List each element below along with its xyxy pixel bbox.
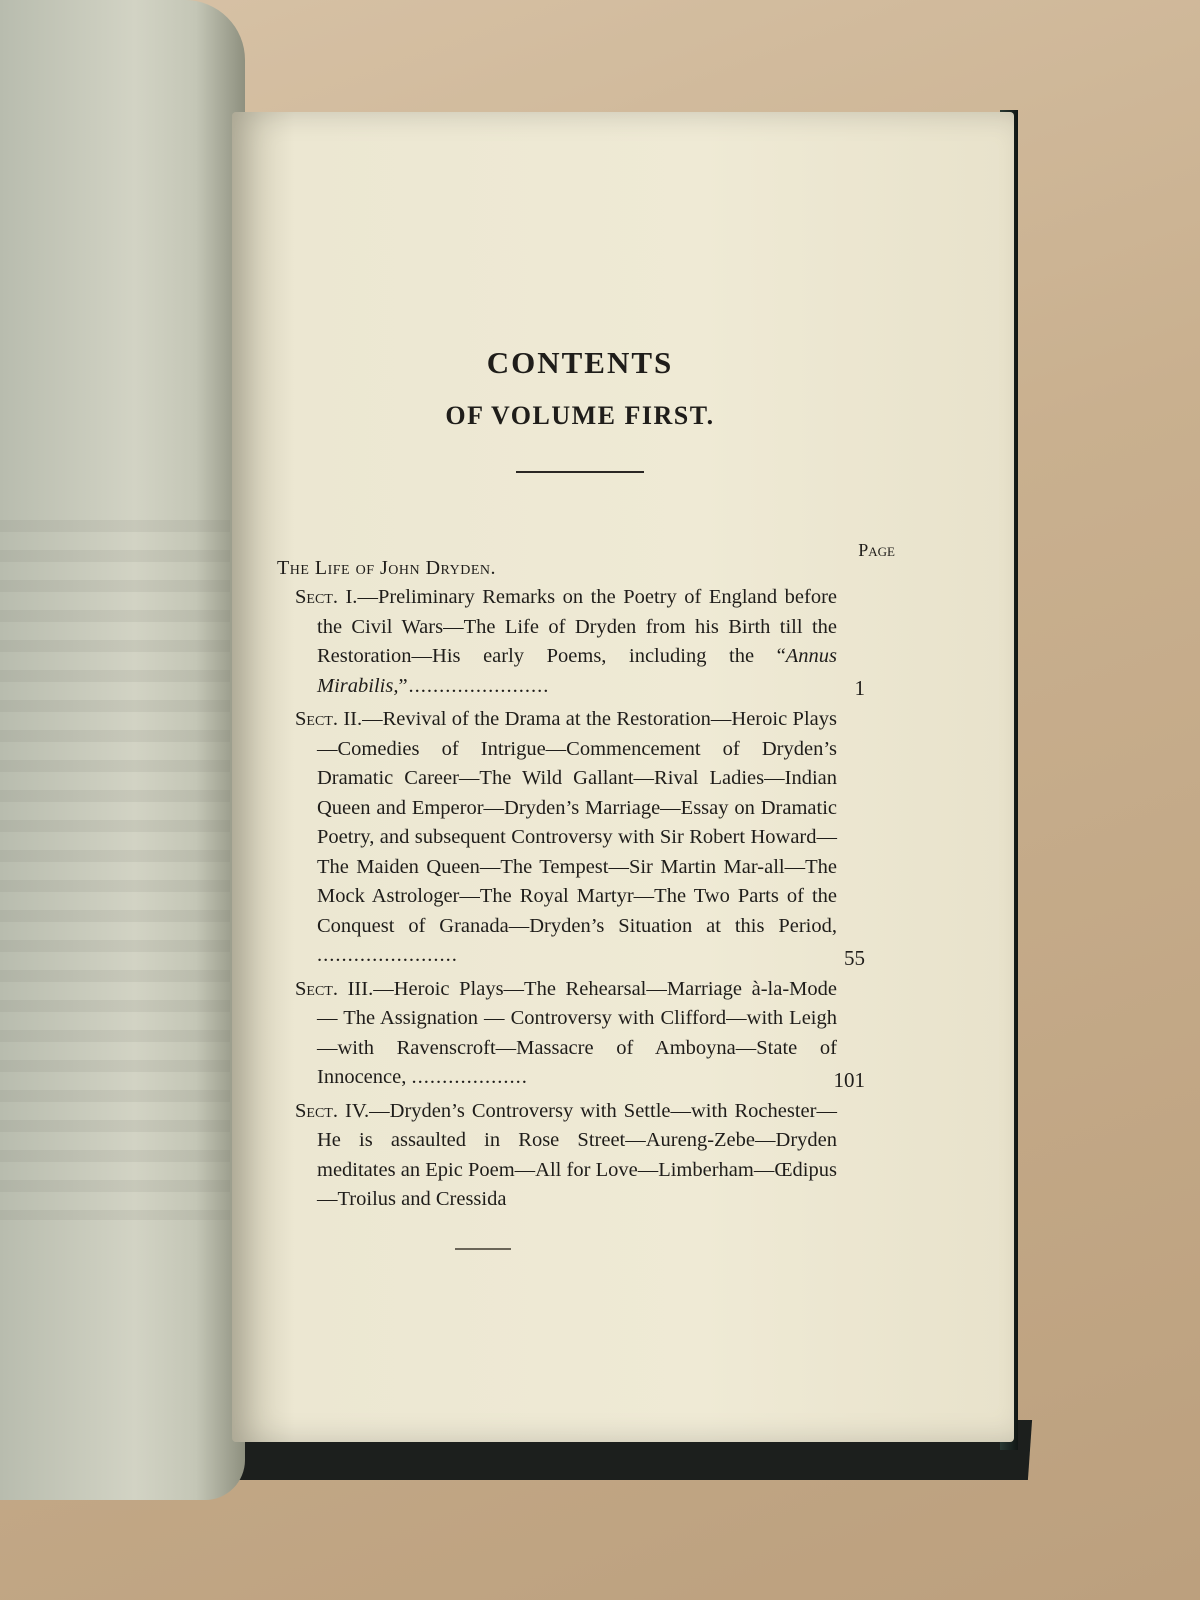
section-label: Sect. IV.: [295, 1099, 370, 1122]
section-description: —Heroic Plays—The Rehearsal—Marriage à-la-Mode — The Assignation — Controversy with Clifford—with Leigh—with Ravenscroft—Massacre of Amboyna—State of Innocence,: [317, 977, 838, 1088]
section-description: —Revival of the Drama at the Restoration—Heroic Plays—Comedies of Intrigue—Commencement of Dryden’s Dramatic Career—The Wild Gallant—Rival Ladies—Indian Queen and Emperor—Dryden’s Marriage—Essay on Dramatic Poetry, and subsequent Controversy with Sir Robert Howard—The Maiden Queen—The Tempest—Sir Martin Mar-all—The Mock Astrologer—The Royal Martyr—The Two Parts of the Conquest of Granada—Dryden’s Situation at this Period,: [317, 708, 837, 937]
page-number: 55: [844, 945, 865, 970]
section-list: [265, 583, 895, 1219]
page-number: 101: [833, 1067, 865, 1092]
leader-dots: ”.......................: [398, 674, 550, 697]
section-italic: Annus Mirabilis,: [317, 645, 837, 697]
contents-page: [265, 345, 895, 1210]
section-entry: [265, 1097, 895, 1215]
left-page: [0, 0, 245, 1500]
page-number: 1: [854, 676, 865, 700]
section-text: [265, 975, 837, 1093]
bleed-through-text: [0, 520, 230, 1220]
title-rule: [516, 471, 644, 473]
section-label: Sect. I.: [295, 586, 358, 608]
page-column-label: Page: [858, 540, 895, 560]
section-label: Sect. II.: [295, 708, 363, 730]
section-entry: [265, 705, 895, 971]
section-description: —Preliminary Remarks on the Poetry of England before the Civil Wars—The Life of Dryden from his Birth till the Restoration—His early Poems, including the “: [317, 586, 837, 667]
leader-dots: ...................: [411, 1066, 528, 1088]
life-heading: The Life of John Dryden.: [277, 557, 496, 579]
section-entry: [265, 975, 895, 1093]
section-text: [265, 705, 837, 971]
leader-dots: .......................: [317, 944, 458, 966]
section-text: [265, 583, 837, 701]
footer-rule: [455, 1248, 511, 1250]
page-title: CONTENTS: [486, 345, 674, 380]
section-description: —Dryden’s Controversy with Settle—with Rochester—He is assaulted in Rose Street—Aureng-Zebe—Dryden meditates an Epic Poem—All for Love—Limberham—Œdipus—Troilus and Cressida: [317, 1099, 837, 1210]
page-subtitle: OF VOLUME FIRST.: [445, 401, 715, 430]
section-label: Sect. III.: [295, 977, 374, 1000]
section-text: [265, 1097, 837, 1215]
section-entry: [265, 583, 895, 701]
